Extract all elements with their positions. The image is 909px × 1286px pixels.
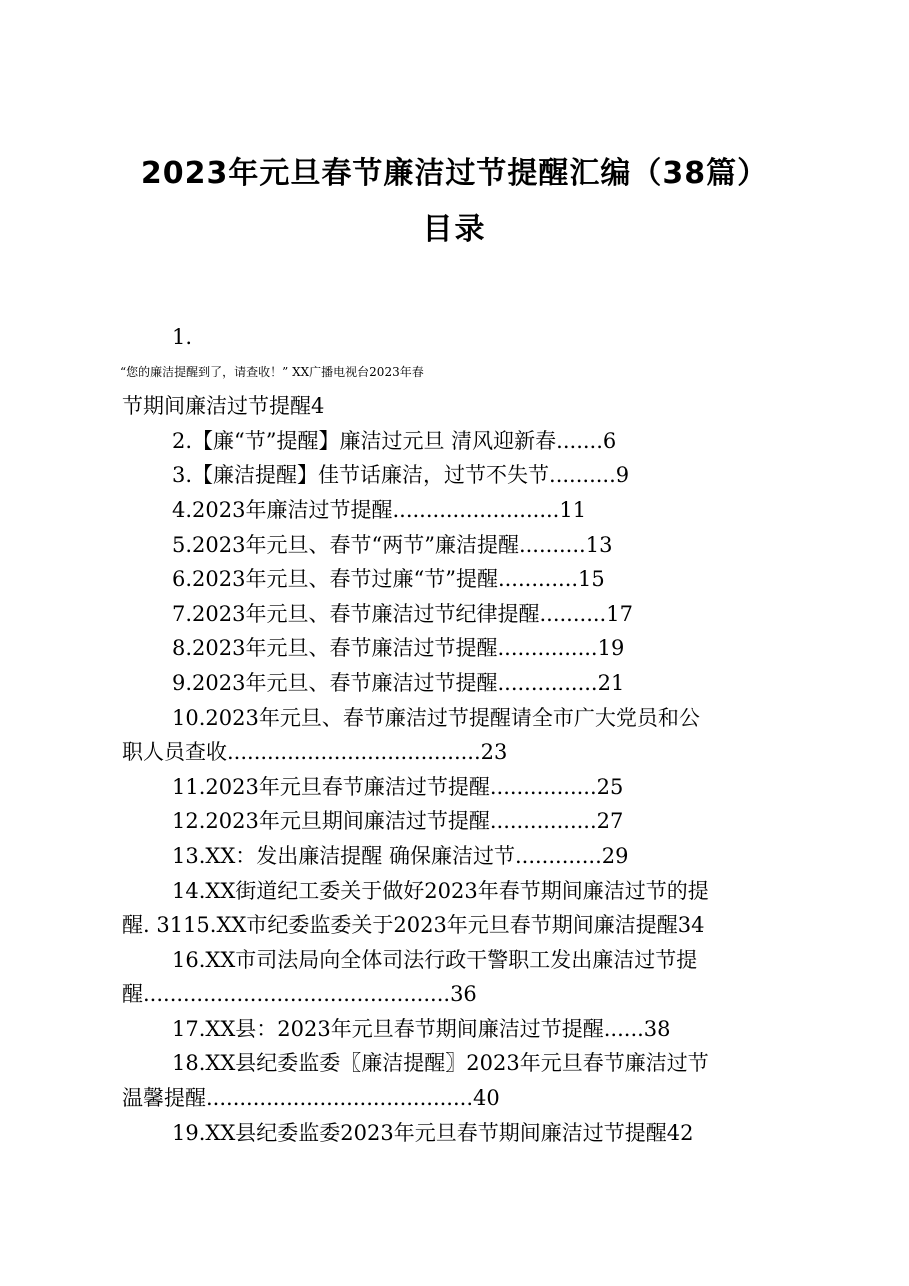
toc-entry-11[interactable] (122, 770, 798, 805)
toc-entry-17[interactable] (122, 1012, 798, 1047)
toc-entry-8[interactable] (122, 631, 798, 666)
toc-entry-7[interactable] (122, 597, 798, 632)
toc-entry-16[interactable] (122, 943, 798, 1012)
toc-entry-1[interactable] (122, 320, 798, 424)
toc-entry-14-line-1: 14.XX街道纪工委关于做好2023年春节期间廉洁过节的提 (172, 878, 709, 903)
toc-entry-13[interactable] (122, 839, 798, 874)
toc-entry-19[interactable] (122, 1116, 798, 1151)
toc-heading: 目录 (422, 212, 487, 247)
toc-entry-12[interactable] (122, 804, 798, 839)
toc-entry-16-line-1: 16.XX市司法局向全体司法行政干警职工发出廉洁过节提 (172, 947, 698, 972)
toc-entry-13-line-1: 13.XX：发出廉洁提醒 确保廉洁过节.............29 (172, 843, 629, 868)
toc-entry-1-line-2: “您的廉洁提醒到了，请查收！” XX广播电视台2023年春 (120, 364, 424, 379)
toc-entry-2[interactable] (122, 424, 798, 459)
toc-entry-5-line-1: 5.2023年元旦、春节“两节”廉洁提醒..........13 (172, 532, 613, 557)
toc-entry-1-line-1: 1. (172, 325, 193, 349)
toc-entry-14-line-2: 醒. 3115.XX市纪委监委关于2023年元旦春节期间廉洁提醒34 (122, 913, 705, 938)
toc-entry-18-line-2: 温馨提醒........................................40 (122, 1086, 500, 1111)
document-title: 2023年元旦春节廉洁过节提醒汇编（38篇） (140, 156, 769, 191)
toc-entry-2-line-1: 2.【廉“节”提醒】廉洁过元旦 清风迎新春.......6 (172, 428, 617, 453)
toc-entry-17-line-1: 17.XX县：2023年元旦春节期间廉洁过节提醒......38 (172, 1016, 671, 1041)
toc-entry-4[interactable] (122, 493, 798, 528)
toc-entry-4-line-1: 4.2023年廉洁过节提醒.........................11 (172, 497, 587, 522)
toc-entry-7-line-1: 7.2023年元旦、春节廉洁过节纪律提醒..........17 (172, 601, 633, 626)
toc-entry-1-line-3: 节期间廉洁过节提醒4 (122, 394, 325, 419)
toc-entry-9[interactable] (122, 666, 798, 701)
toc-entry-3-line-1: 3.【廉洁提醒】佳节话廉洁，过节不失节..........9 (172, 463, 630, 488)
toc-entry-5[interactable] (122, 528, 798, 563)
toc-entry-6[interactable] (122, 562, 798, 597)
toc-entry-10[interactable] (122, 701, 798, 770)
toc-entry-18-line-1: 18.XX县纪委监委〖廉洁提醒〗2023年元旦春节廉洁过节 (172, 1051, 709, 1076)
toc-entry-14[interactable] (122, 874, 798, 943)
table-of-contents (122, 320, 798, 1150)
toc-entry-16-line-2: 醒..............................................36 (122, 982, 477, 1007)
toc-entry-9-line-1: 9.2023年元旦、春节廉洁过节提醒...............21 (172, 670, 625, 695)
toc-entry-8-line-1: 8.2023年元旦、春节廉洁过节提醒...............19 (172, 636, 625, 661)
toc-entry-3[interactable] (122, 458, 798, 493)
toc-entry-6-line-1: 6.2023年元旦、春节过廉“节”提醒............15 (172, 567, 605, 592)
toc-entry-10-line-2: 职人员查收......................................23 (122, 740, 508, 765)
toc-entry-18[interactable] (122, 1046, 798, 1115)
toc-entry-12-line-1: 12.2023年元旦期间廉洁过节提醒................27 (172, 809, 624, 834)
toc-entry-19-line-1: 19.XX县纪委监委2023年元旦春节期间廉洁过节提醒42 (172, 1120, 694, 1145)
toc-entry-11-line-1: 11.2023年元旦春节廉洁过节提醒................25 (172, 774, 624, 799)
toc-entry-10-line-1: 10.2023年元旦、春节廉洁过节提醒请全市广大党员和公 (172, 705, 700, 730)
